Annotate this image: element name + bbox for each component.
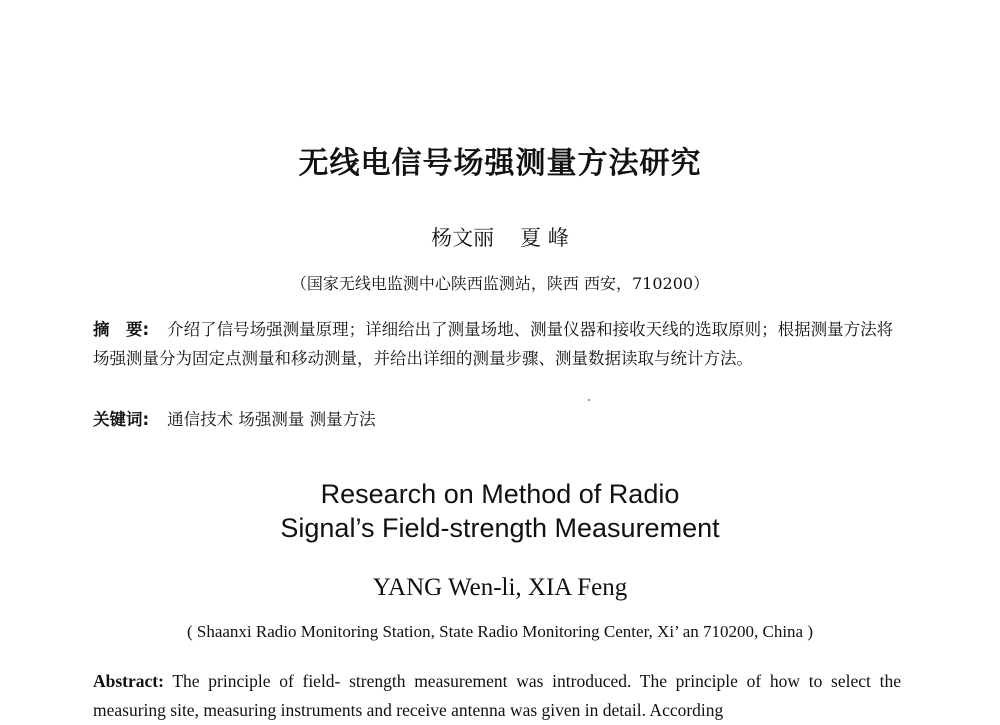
english-abstract [93, 667, 901, 725]
english-affiliation: ( Shaanxi Radio Monitoring Station, State Radio Monitoring Center, Xi’ an 710200, China ) [186, 622, 814, 641]
chinese-abstract [93, 315, 905, 373]
chinese-title: 无线电信号场强测量方法研究 [298, 146, 702, 181]
keywords-label: 关键词: [93, 410, 150, 429]
abstract-label-zh: 摘 要: [93, 320, 150, 339]
scan-speck [588, 399, 590, 401]
english-title [0, 477, 1000, 545]
chinese-affiliation: （国家无线电监测中心陕西监测站，陕西 西安，710200） [290, 274, 710, 293]
author-yang: 杨文丽 [431, 226, 495, 250]
keywords-text: 通信技术 场强测量 测量方法 [167, 410, 376, 429]
chinese-authors [0, 222, 1000, 252]
author-xia: 夏 峰 [520, 226, 569, 250]
english-title-line-1: Research on Method of Radio [320, 479, 680, 509]
english-authors: YANG Wen-li, XIA Feng [372, 574, 628, 601]
chinese-keywords [93, 405, 905, 434]
abstract-text-en: The principle of field- strength measurement was introduced. The principle of how to select the measuring site, measuring instruments and receive antenna was given in detail. According [93, 671, 901, 720]
abstract-text-zh: 介绍了信号场强测量原理；详细给出了测量场地、测量仪器和接收天线的选取原则；根据测量方法将场强测量分为固定点测量和移动测量，并给出详细的测量步骤、测量数据读取与统计方法。 [93, 320, 894, 368]
english-title-line-2: Signal’s Field-strength Measurement [280, 513, 720, 543]
abstract-label-en: Abstract: [93, 671, 164, 691]
